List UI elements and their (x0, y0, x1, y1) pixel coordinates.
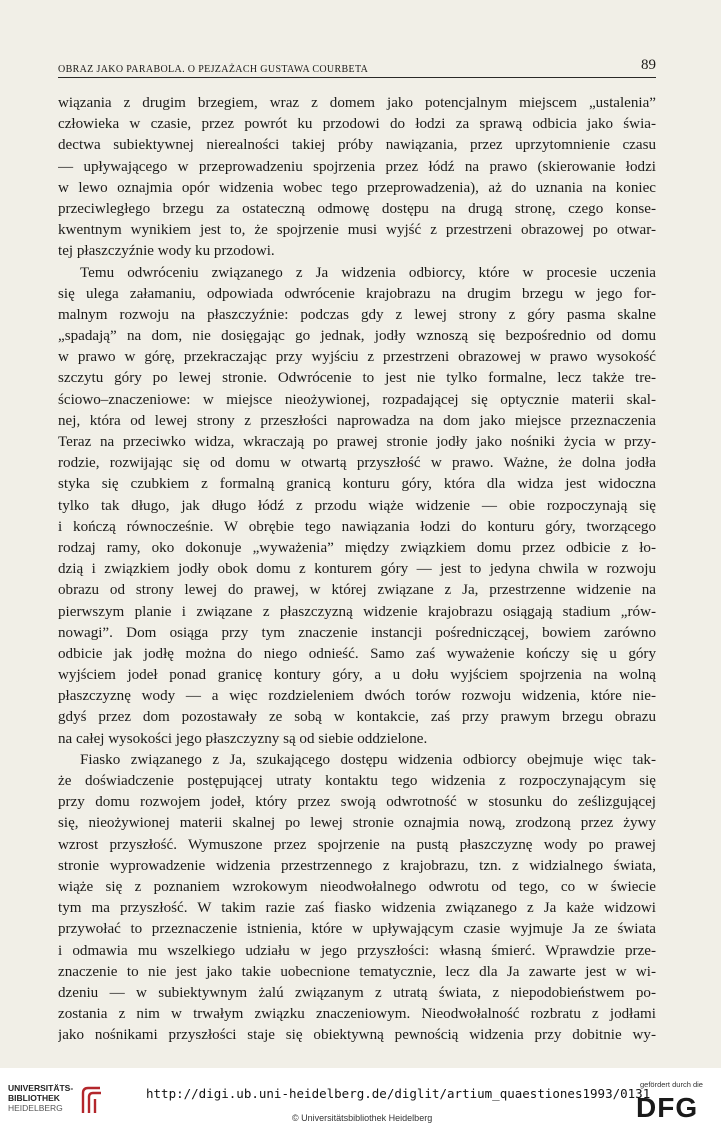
text-line: znaczenie to nie jest jako takie uobecnione tematycznie, lecz dla Ja zawarte jest w wi- (58, 963, 656, 980)
text-line: przy domu rozwojem jodeł, który przez swoją odwrotność w stosunku do ześlizgującej (58, 794, 656, 811)
permalink-url[interactable]: http://digi.ub.uni-heidelberg.de/diglit/artium_quaestiones1993/0131 (146, 1086, 651, 1101)
text-line: tej płaszczyźnie wody ku przodowi. (58, 243, 275, 260)
text-line: jako nośnikami przyszłości staje się obiektywną pewnością widzenia przy dobitnie wy- (58, 1027, 656, 1044)
text-line: szczytu góry po lewej stronie. Odwrócenie to jest nie tylko formalne, lecz także tre- (58, 370, 656, 387)
text-line: tym ma przyszłość. W takim razie zaś fiasko widzenia związanego z Ja każe widzowi (58, 900, 656, 917)
text-line: malnym rozwoju na płaszczyźnie: podczas gdy z lewej strony z góry pasma skalne (58, 306, 656, 323)
text-line: i kończą równocześnie. W obrębie tego nawiązania łodzi do konturu góry, tworzącego (58, 518, 656, 535)
library-mark-icon (80, 1085, 104, 1115)
text-line: styka się czubkiem z formalną granicą konturu góry, która dla widza jest widoczna (58, 476, 656, 493)
text-line: dectwa subiektywnej nierealności takiej próby nawiązania, przez uprzytomnienie czasu (58, 137, 656, 154)
text-line: przywołać to przeznaczenie istnienia, które w upływającym czasie wyjmuje Ja ze świata (58, 921, 656, 938)
university-library-logo[interactable] (8, 1083, 128, 1121)
running-head: OBRAZ JAKO PARABOLA. O PEJZAŻACH GUSTAWA COURBETA (58, 64, 369, 75)
footer-bar (0, 1068, 721, 1132)
page-number: 89 (641, 57, 656, 73)
text-line: że doświadczenie postępującej utraty kontaktu tego widzenia z rozpoczynającym się (58, 773, 656, 789)
text-line: nowagi”. Dom osiąga przy tym znaczenie instancji pośredniczącej, bowiem zarówno (58, 624, 656, 641)
text-line: rodzaj ramy, oko dokonuje „wyważenia” między związkiem domu przez odbicie z ło- (58, 539, 656, 556)
text-line: Teraz na przeciwko widza, wkraczają po prawej stronie jodły jako nośniki życia w przy- (58, 434, 656, 450)
library-name-line-3: HEIDELBERG (8, 1103, 63, 1113)
text-line: zostania z nim w trwałym związku znaczeniowym. Nieodwołalność rozbratu z jodłami (58, 1006, 656, 1023)
text-line: się, nieożywionej materii skalnej po lewej stronie oznajmia nową, zrodzoną przez żywy (58, 815, 656, 832)
dfg-logo-text: DFG (636, 1092, 699, 1123)
text-line: obrazu od strony lewej do prawej, w której związane z Ja, przestrzenne widzenie na (58, 582, 656, 599)
text-line: płaszczyznę wody — a więc rozdzieleniem dwóch torów rozwoju widzenia, które nie- (58, 688, 656, 705)
header-rule (58, 77, 656, 78)
library-name (8, 1083, 73, 1113)
text-line: wiąże się z poznaniem wzrokowym nieodwołalnego odwrotu od tego, co w świecie (58, 878, 656, 895)
text-line: kwentnym wynikiem jest to, że spojrzenie musi wyjść z przestrzeni obrazowej po otwar- (58, 222, 656, 239)
text-line: w prawo w górę, przekraczając przy wyjściu z przestrzeni obrazowej w prawo wysokość (58, 349, 656, 366)
text-line: — upływającego w przeprowadzeniu spojrzenia przez łódź na prawo (skierowanie łodzi (58, 158, 656, 175)
page-header (58, 57, 656, 80)
text-line: dzią i związkiem jodły obok domu z konturem góry — jest to jedyna chwila w rozwoju (58, 561, 656, 578)
text-line: człowieka w czasie, przez powrót ku przodowi do łodzi za sprawą odbicia jako świa- (58, 116, 656, 133)
dfg-funder-logo[interactable] (636, 1080, 716, 1128)
text-line: nej, która od lewej strony z przeszłości naprowadza na dom jako miejsce przeznaczenia (58, 412, 656, 429)
text-line: na całej wysokości jego płaszczyzny są od siebie oddzielone. (58, 730, 428, 747)
library-name-line-1: UNIVERSITÄTS- (8, 1083, 74, 1093)
text-line: w lewo oznajmia opór widzenia wobec tego przeprowadzenia), aż do uznania na koniec (58, 179, 656, 196)
text-line: „spadają” na dom, nie dosięgając go jednak, jodły wznoszą się bezpośrednio od domu (58, 328, 656, 345)
library-name-line-2: BIBLIOTHEK (8, 1093, 60, 1103)
text-line: się ulega załamaniu, odpowiada odwrócenie krajobrazu na drugim brzegu w jego for- (58, 285, 656, 302)
text-line: i odmawia mu wszelkiego udziału w jego przyszłości: własną śmierć. Wprawdzie prze- (58, 942, 656, 959)
text-line: tylko tak długo, jak długo łódź z przodu wiąże widzenie — obie rozpoczynają się (58, 497, 656, 514)
text-line: wiązania z drugim brzegiem, wraz z domem jako potencjalnym miejscem „ustalenia” (58, 95, 656, 111)
text-line: dzeniu — w subiektywnym żalú związanym z utratą świata, z niepodobieństwem po- (58, 984, 656, 1001)
text-line: wyjściem jodeł ponad granicę kontury góry, a u dołu wyjściem spojrzenia na wolną (58, 667, 656, 684)
text-line: pierwszym planie i związane z płaszczyzną widzenie krajobrazu osiągają stadium „rów- (58, 603, 656, 620)
body-text (58, 93, 656, 1046)
text-line: gdyś przez dom pozostawały ze sobą w kontakcie, zaś przy prawym brzegu obrazu (58, 709, 656, 726)
text-line: ściowo–znaczeniowe: w miejsce nieożywionej, rozpadającej się optycznie materii skal- (58, 391, 656, 408)
text-line: Temu odwróceniu związanego z Ja widzenia odbiorcy, które w procesie uczenia (80, 264, 656, 281)
text-line: stronie wyprowadzenie widzenia przestrzennego z krajobrazu, tzn. z widzialnego świata, (58, 857, 656, 874)
funder-caption: gefördert durch die (640, 1080, 703, 1089)
text-line: odbicie jak jodłę można do niego odnieść. Samo zaś wyważenie kończy się u góry (58, 645, 656, 662)
text-line: wzrost przyszłość. Wymuszone przez spojrzenie na pustą płaszczyznę wody po prawej (58, 836, 656, 853)
copyright-notice: © Universitätsbibliothek Heidelberg (292, 1113, 433, 1123)
text-line: Fiasko związanego z Ja, szukającego dostępu widzenia odbiorcy obejmuje więc tak- (80, 751, 656, 768)
text-line: przeciwległego brzegu za ostateczną odmowę dostępu na drugą stronę, czego konse- (58, 200, 656, 217)
text-line: rodzie, rozwijając się od domu w otwartą przyszłość w prawo. Ważne, że dolna jodła (58, 455, 656, 472)
